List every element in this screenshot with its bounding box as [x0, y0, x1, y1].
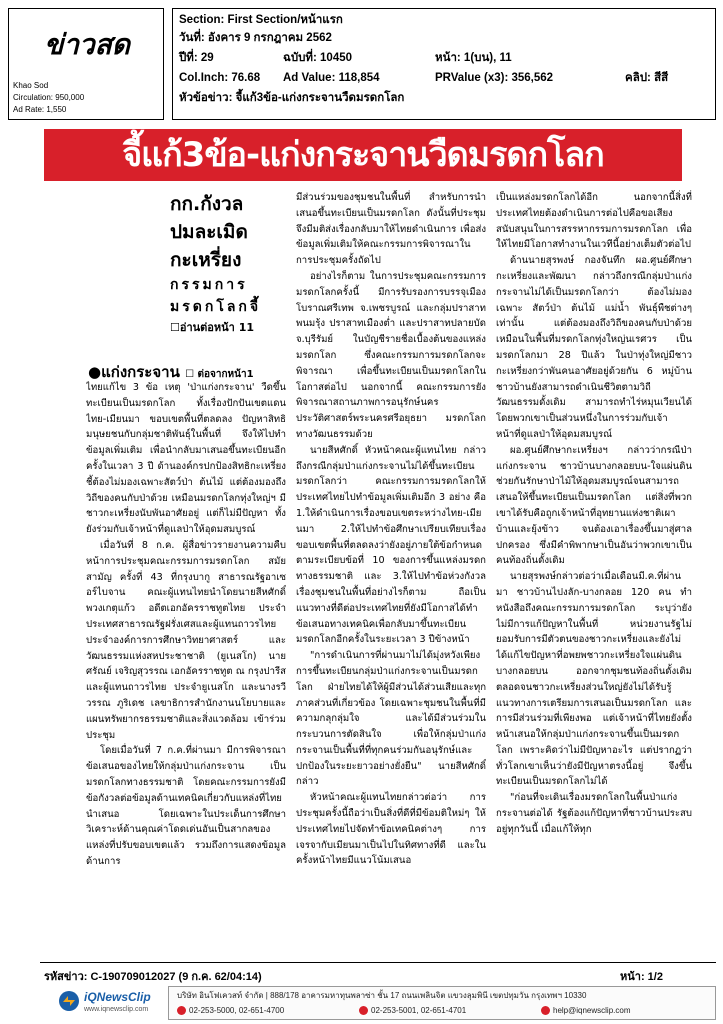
phone-numbers: 02-253-5000, 02-651-4700: [189, 1006, 285, 1015]
iqnewsclip-logo-text: iQNewsClip: [84, 990, 151, 1004]
paragraph: มีส่วนร่วมของชุมชนในพื้นที่ สำหรับการนำเสนอขึ้นทะเบียนเป็นมรดกโลก ดังนั้นที่ประชุมจึงมีมติส่งเรื่องกลับมาให้ไทยดำเนินการ เพื่อส่งข้อมูลเพิ่มเติมให้คณะกรรมการพิจารณาในการประชุมครั้งถัดไป: [296, 192, 486, 267]
pr-value: PRValue (x3): 356,562: [435, 72, 554, 84]
col-inch: Col.Inch: 76.68: [179, 72, 261, 84]
teaser-line: ปมละเมิด: [170, 221, 248, 243]
paragraph: โดยเมื่อวันที่ 7 ก.ค.ที่ผ่านมา มีการพิจารณาข้อเสนอของไทยให้กลุ่มป่าแก่งกระจาน เป็นมรดกโลกทางธรรมชาติ โดยคณะกรรมการยังมีข้อกังวลต่อข้อมูลด้านเทคนิคเกี่ยวกับแหล่งที่ไทยนำเสนอ โดยเฉพาะในประเด็นการศึกษาวิเคราะห์ด้านคุณค่าโดดเด่นอันเป็นสากลของแหล่งที่ปรับขอบเขตแล้ว รวมถึงการแสดงข้อมูลด้านการ: [86, 745, 286, 867]
ad-rate: Ad Rate: 1,550: [13, 105, 67, 114]
teaser-sub: มรดกโลกจี้: [170, 299, 262, 315]
paragraph: นายสีหศักดิ์ หัวหน้าคณะผู้แทนไทย กล่าวถึงกรณีกลุ่มป่าแก่งกระจานไม่ได้ขึ้นทะเบียนมรดกโลกว่า คณะกรรมการมรดกโลกให้ประเทศไทยไปทำข้อมูลเพิ่มเติมอีก 3 อย่าง คือ 1.ให้ดำเนินการเรื่องขอบเขตระหว่างไทย-เมียนมา 2.ให้ไปทำข้อศึกษาเปรียบเทียบเรื่องขอบเขตพื้นที่ตลดลงว่ายังอยู่ภายใต้ข้อกำหนดตามระเบียบข้อที่ 10 ของการขึ้นแหล่งมรดกทางธรรมชาติ และ 3.ให้ไปทำข้อห่วงกังวลเรื่องชุมชนในพื้นที่อย่างไรก็ตาม ถือเป็นแนวทางที่ดีต่อประเทศไทยที่ยังมีโอกาสได้ทำข้อเสนอทางเทคนิคเพื่อกลับมาขึ้นทะเบียนมรดกโลกอีกครั้งในระยะเวลา 3 ปีข้างหน้า: [296, 444, 486, 646]
paragraph: ไทยแก้ไข 3 ข้อ เหตุ 'ป่าแก่งกระจาน' วืดขึ้นทะเบียนเป็นมรดกโลก ทั้งเรื่องปักปันเขตแดนไทย-เมียนมา ขอบเขตพื้นที่ตลดลง ปัญหาสิทธิมนุษยชนกับกลุ่มชาติพันธุ์ในพื้นที่ จึงให้ไปทำข้อมูลเพิ่มเติม เพื่อนำกลับมาเสนอขึ้นทะเบียนอีกครั้งในเวลา 3 ปี ด้านองค์กรปกป้องสิทธิกะเหรี่ยง ชี้ต้องไม่มองเฉพาะสัตว์ป่า ต้นไม้ แต่ต้องมองถึงวิถีของคนกับป่าด้วย เหมือนมรดกโลกทุ่งใหญ่ฯ มีชาวกะเหรี่ยงนับพันอาศัยอยู่ แต่ก็ไม่มีปัญหา ทั้งยังร่วมกับเจ้าหน้าที่ดูแลป่าให้อุดมสมบูรณ์: [86, 382, 286, 536]
footer-divider: [40, 962, 716, 963]
page-number: หน้า: 1/2: [620, 971, 663, 983]
company-address: บริษัท อินโฟเควสท์ จำกัด | 888/178 อาคารมหาทุนพลาซ่า ชั้น 17 ถนนเพลินจิต แขวงลุมพินี เขตปทุมวัน กรุงเทพฯ 10330: [177, 991, 587, 1000]
headline: จี้แก้3ข้อ-แก่งกระจานวืดมรดกโลก: [122, 135, 604, 175]
paragraph: "การดำเนินการที่ผ่านมาไม่ได้มุ่งหวังเพียงการขึ้นทะเบียนกลุ่มป่าแก่งกระจานเป็นมรดกโลก ฝ่ายไทยได้ให้ผู้มีส่วนได้ส่วนเสียและทุกภาคส่วนที่เกี่ยวข้อง โดยเฉพาะชุมชนในพื้นที่มีความกลุกลุ่มใจ และได้มีส่วนร่วมในกระบวนการตัดสินใจ เพื่อให้กลุ่มป่าแก่งกระจานเป็นพื้นที่ที่ทุกคนร่วมกันอนุรักษ์และปกป้องในระยะยาวอย่างยั่งยืน" นายสีหศักดิ์กล่าว: [296, 650, 486, 788]
publication-logo: ข่าวสด: [44, 28, 130, 61]
news-id: รหัสข่าว: C-190709012027 (9 ก.ค. 62/04:14): [44, 971, 262, 983]
phone-icon: [177, 1006, 186, 1015]
paragraph: เมื่อวันที่ 8 ก.ค. ผู้สื่อข่าวรายงานความคืบหน้าการประชุมคณะกรรมการมรดกโลก สมัยสามัญ ครั้งที่ 43 ที่กรุงบากู สาธารณรัฐอาเซอร์ไบจาน คณะผู้แทนไทยนำโดยนายสีหศักดิ์ พวงเกตุแก้ว อดีตเอกอัครราชทูตไทย ประจำประเทศสาธารณรัฐฝรั่งเศสและผู้แทนถาวรไทยประจำองค์การการศึกษาวิทยาศาสตร์ และวัฒนธรรมแห่งสหประชาชาติ (ยูเนสโก) นายศรัณย์ เจริญสุวรรณ เอกอัครราชทูต ณ กรุงปารีส และผู้แทนถาวรไทย ประจำยูเนสโก และนางรวีวรรณ ภูริเดช เลขาธิการสำนักงานนโยบายและแผนทรัพยากรธรรมชาติและสิ่งแวดล้อม เข้าร่วมประชุม: [86, 539, 286, 741]
teaser-box: [170, 190, 280, 350]
issue-label: ฉบับที่: 10450: [283, 52, 353, 64]
date-label: วันที่: อังคาร 9 กรกฎาคม 2562: [179, 32, 332, 44]
clip-info-box: [172, 8, 716, 120]
clip-color: คลิป: สีสี: [625, 72, 669, 84]
kicker-title: ●แก่งกระจาน: [88, 363, 180, 381]
paragraph: อย่างไรก็ตาม ในการประชุมคณะกรรมการมรดกโลกครั้งนี้ มีการรับรองการบรรจุเมืองโบราณศรีเทพ จ.เพชรบูรณ์ และกลุ่มปราสาทพนมรุ้ง ปราสาทเมืองต่ำ และปราสาทปลายบัด จ.บุรีรัมย์ ในบัญชีรายชื่อเบื้องต้นของแหล่งมรดกโลก ซึ่งคณะกรรมการมรดกโลกจะพิจารณา เพื่อขึ้นทะเบียนเป็นมรดกโลกในโอกาสต่อไป นอกจากนี้ คณะกรรมการยังพิจารณาสถานภาพการอนุรักษ์นครประวัติศาสตร์พระนครศรีอยุธยา มรดกโลกทางวัฒนธรรมด้วย: [296, 270, 486, 440]
news-topic: หัวข้อข่าว: จี้แก้3ข้อ-แก่งกระจานวืดมรดกโลก: [179, 92, 405, 104]
circulation: Circulation: 950,000: [13, 93, 85, 102]
publication-name-en: Khao Sod: [13, 81, 49, 90]
mail-icon: [541, 1006, 550, 1015]
teaser-sub: กรรมการ: [170, 277, 248, 293]
email-line: [541, 1005, 631, 1016]
article-column-1: [86, 380, 286, 956]
kicker-continued: ☐ ต่อจากหน้า1: [185, 369, 254, 380]
ad-value: Ad Value: 118,854: [283, 72, 380, 84]
publication-box: [8, 8, 164, 120]
teaser-line: กก.กังวล: [170, 193, 244, 215]
article-column-2: [296, 190, 486, 956]
paragraph: หัวหน้าคณะผู้แทนไทยกล่าวต่อว่า การประชุมครั้งนี้ถือว่าเป็นสิ่งที่ดีที่มีข้อมติใหม่ๆ ให้ประเทศไทยไปจัดทำข้อเทคนิคต่างๆ การเจรจากับเมียนมาเป็นไปในทิศทางที่ดี และในครั้งหน้าไทยมีแนวโน้มเสนอ: [296, 792, 486, 867]
paragraph: นายสุรพงษ์กล่าวต่อว่าเมื่อเดือนมี.ค.ที่ผ่านมา ชาวบ้านไปงลัก-บางกลอย 120 คน ทำหนังสือถึงคณะกรรมการมรดกโลก ระบุว่ายังไม่มีการแก้ปัญหาในพื้นที่ หน่วยงานรัฐไม่ยอมรับการมีตัวตนของชาวกะเหรี่ยงและยังไม่ได้แก้ไขปัญหาที่อพยพชาวกะเหรี่ยงใจแผ่นดินบางกลอยบน ออกจากชุมชนท้องถิ่นดั้งเดิม ตลอดจนชาวกะเหรี่ยงส่วนใหญ่ยังไม่ได้รับรู้แนวทางการเตรียมการเสนอเป็นมรดกโลก และการมีส่วนร่วมที่เพียงพอ แต่เจ้าหน้าที่ไทยยังตั้งหน้าเสนอให้กลุ่มป่าแก่งกระจานขึ้นเป็นมรดกโลก เพราะคิดว่าไม่มีปัญหาอะไร แต่ปรากฏว่าทั่วโลกเขาเห็นว่ายังมีปัญหาตรงนี้อยู่ จึงขึ้นทะเบียนเป็นมรดกโลกไม่ได้: [496, 571, 692, 788]
paragraph: "ก่อนที่จะเดินเรื่องมรดกโลกในพื้นป่าแก่งกระจานต่อได้ รัฐต้องแก้ปัญหาที่ชาวบ้านประสบอยู่ทุกวันนี้ เมื่อแก้ให้ทุก: [496, 792, 692, 835]
fax-line: [359, 1005, 466, 1016]
section-label: Section: First Section/หน้าแรก: [179, 14, 343, 26]
paragraph: เป็นแหล่งมรดกโลกได้อีก นอกจากนี้สิ่งที่ประเทศไทยต้องดำเนินการต่อไปคือขอเสียงสนับสนุนในการสรรหากรรมการมรดกโลก เพื่อให้ไทยมีโอกาสทำงานในเวทีนี้อย่างเต็มตัวต่อไป: [496, 192, 692, 251]
paragraph: ด้านนายสุรพงษ์ กองจันทึก ผอ.ศูนย์ศึกษากะเหรี่ยงและพัฒนา กล่าวถึงกรณีกลุ่มป่าแก่งกระจานไม่ได้เป็นมรดกโลกว่า ต้องไม่มองเฉพาะ สัตว์ป่า ต้นไม้ แม่น้ำ พันธุ์พืชต่างๆ เท่านั้น แต่ต้องมองถึงวิถีของคนกับป่าด้วย เหมือนในพื้นที่มรดกโลกทุ่งใหญ่นเรศวร เป็นมรดกโลกมา 28 ปีแล้ว ในป่าทุ่งใหญ่มีชาวกะเหรี่ยงกว่าพันคนอาศัยอยู่ด้วยกัน 6 หมู่บ้าน ชาวบ้านยังสามารถดำเนินชีวิตตามวิถีวัฒนธรรมดั้งเดิม สามารถทำไร่หมุนเวียนได้โดยพวกเขาเป็นส่วนหนึ่งในการร่วมกับเจ้าหน้าที่ดูแลป่าให้อุดมสมบูรณ์: [496, 255, 692, 440]
continue-on-page-11: ☐อ่านต่อหน้า 11: [170, 321, 254, 334]
teaser-line: กะเหรี่ยง: [170, 249, 242, 271]
paragraph: ผอ.ศูนย์ศึกษากะเหรี่ยงฯ กล่าวว่ากรณีป่าแก่งกระจาน ชาวบ้านบางกลอยบน-ใจแผ่นดิน ช่วยกันรักษาป่าไม้ให้อุดมสมบูรณ์จนสามารถเสนอให้ขึ้นทะเบียนเป็นมรดกโลก แต่สิ่งที่พวกเขาได้รับคือถูกเจ้าหน้าที่อุทยานแห่งชาติเผาบ้านและยุ้งข้าว จนต้องเอาเรื่องขึ้นมาสู่ศาลปกครอง ซึ่งมีคำพิพากษาเป็นอันว่าพวกเขาเป็นคนท้องถิ่นดั้งเดิม: [496, 444, 692, 567]
company-contact-box: [168, 986, 716, 1020]
email-address: help@iqnewsclip.com: [553, 1006, 631, 1015]
page-label: หน้า: 1(บน), 11: [435, 52, 512, 64]
fax-icon: [359, 1006, 368, 1015]
fax-numbers: 02-253-5001, 02-651-4701: [371, 1006, 467, 1015]
year-label: ปีที่: 29: [179, 52, 214, 64]
iqnewsclip-url: www.iqnewsclip.com: [84, 1006, 149, 1013]
iqnewsclip-logo-icon: [58, 990, 80, 1012]
phone-line-1: [177, 1005, 284, 1016]
article-column-3: [496, 190, 692, 956]
